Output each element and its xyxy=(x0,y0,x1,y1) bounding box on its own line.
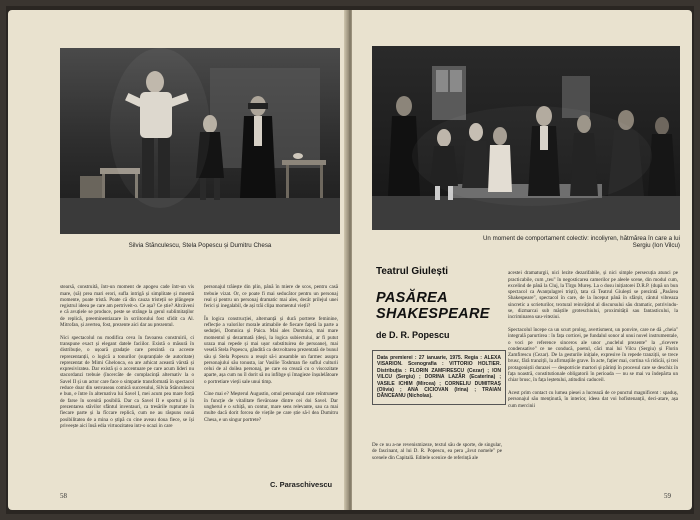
intro-paragraph xyxy=(372,442,502,461)
photo-caption-right: Un moment de comportament colectiv: incoliyren, hătmărea în care a lui Sergiu (Ion Vilcu) xyxy=(482,235,680,249)
photo-caption-left: Silvia Stănculescu, Stela Popescu și Dumitru Chesa xyxy=(128,242,272,249)
stage-group-illustration xyxy=(372,46,680,230)
theatre-name: Teatrul Giulești xyxy=(376,266,449,277)
intro-paragraph-text: De ce nu a-ne revenismizeze, textul său de sporte, de singular, de fascinant, al lui D. R. Popescu, ea pera „ăvut nomele" pe scenele din Capitală. Editele scenice de referință ale xyxy=(372,442,502,461)
play-title-line-1: PASĂREA xyxy=(376,290,448,306)
production-credits-text: Data premierei : 27 ianuarie, 1975. Regia : ALEXA VISARION. Scenografia : VITTORIO HOLTIER. Distribuția : FLORIN ZAMFIRESCU (Cezar) ; ION VILCU (Sergiu) ; DORINA LAZĂR (Ecaterina) ; VASILE ICHIM (Mircea) ; CORNELIU DUMITRAȘ (Olivia) ; ANA CICIOVAN (Irina) ; TRAIAN DĂNCEANU (Nicholas). xyxy=(377,355,501,400)
page-number-left: 58 xyxy=(60,492,67,500)
author-signature: C. Paraschivescu xyxy=(270,480,333,489)
book-spread xyxy=(6,6,694,514)
stage-scene-illustration xyxy=(60,48,340,234)
article-column-2 xyxy=(204,278,338,468)
play-author: de D. R. Popescu xyxy=(376,330,450,340)
right-page xyxy=(352,10,692,510)
play-title xyxy=(376,290,490,322)
page-number-right: 59 xyxy=(664,492,671,500)
stage-photo-right xyxy=(372,46,680,230)
review-column-text: acestei dramaturgii, nici lezite dezarifabile, și nici simple persecuția atunci pe practicabile, cum „teu" în negosticarea camerilor pe aleele scene, din modul cum, excelind de până la Cluj, la Tîrgu Mureș. La o dosu inițiatorei D.R.P. (după un bun spectacol ca Avanțulagrei triști), tata că Teatrul Giulești se prezintă „Pasărea Shakespeare", spectacol în care, de la început până în sfârșit, cântul vibreaza sincretic a scrieturilor, textural reinvățind al discursului său dramatic, potrivindu-se, dizmarcai sub măștile groteschiului, proximității sau fantasticului, la incriminarea sau-viteziui. Spectacolul începe ca un scurt prolog, avertisment, un ponvire, care ne dă „cheia" integrală parurtirea : în fața corticei, pe fundalul sonor al unui nuvel instrumentale, o voci pe reference sinceros ale unor „nuclelul prezente" la „ricevere condensative" ce ne conducă, poetul, căci mai lui Vilcu (Sergiu) și Florin Zamfirescu (Cezar). De la gesturile inițiale, expresive în repede tranziții, se trece brusc, fără tranziții, la afirmațiile grave. În acte, fațier mai, cortina vă ridicăi, și trei protagoniștii durazei — despotricie martori și părinți în procesul care se deschiz în fața noastră, constitutionale obligatorii în perioada — nu se mai va îndepărta un chiar brusc, în fața leștetului, atitudini caduceil. Acest prim contact cu lumea piesei a lucrează de ce punctul magnificent : spaduș, personajul său menținută, în interior, ideea dat voi hofistenanții, deci-atare, așa cum mercinii xyxy=(508,270,678,409)
article-column-1 xyxy=(60,278,194,488)
column-2-text: personajul trăiește din plin, până în miere de scos, pentru casă trebuie vizat. Or, ce poate fi mai seducător pentru un personaj real și pentru un personaj dramatic mai ales, decât prilejul unei ferici și inegalabil, de ași trăi clipa momentul vieții? În logica construcției, alternanță și dură portrete feminine, reflecție a valorilor morale atimabile de fiecare fațetă la parte a seduției, Domnica și Paica. Mai ales Domnica, mai mare momentul și dezarmată (deși, la logica subiectului, ar fi putut uraza mai repede și mai ușor substituirea de persoane), mai veselă Stela Popescu, gândită ca dezvoltarea prezentată de bunul său și Stela Popescu a reușit să-i ansamble un farmec asupra personajului său tonusta, iar Vasilie Toshman fie suflul culturii celui de al doilea personaj, pe care ea crează cu o viscozitate aparte, așa cum nu îl dorit să nu infibge și îmagieze înșulelătoare o portretiare vieții sale unui timp. Cine mai e? Meșterul Augustin, omul personajul care reîntrunete în funcție de vitalitate fievăroase dintre cei doi Savel. Dar ungherul e o schiță, un contur, mare sens relevante, sau ca mai multe dacă dorit forcea de viețile pe care știe să-l dea Dumitru Chesa, e un singur portrete? xyxy=(204,284,338,423)
play-title-line-2: SHAKESPEARE xyxy=(376,306,490,322)
stage-photo-left xyxy=(60,48,340,234)
left-page xyxy=(8,10,348,510)
review-column xyxy=(508,264,678,484)
column-1-text: stearsă, construită, într-un moment de apogeu cade într-un vis mare, (să) prea mari erori, sufla intrigă și simplitate și mnemă momente, poate tristă. Poate că din cauza tristeții se plângește registrul ideea pe care am pertriveit-o. Ce așa? Ce știe? Altcăveni e că avuțiele se produce, peste se strânge la gerul sublimitaților de replică, preeminentiazare în scriitorului fost sfidit ca Al. Mitrofan, și avertea, fost, prezente aici dar au prezentul. Nici spectacolul nu modifica ceva în favoarea construirii, ci transpune exact și elegant datele faciilor. Există o măsură în distribuție, o ușoară gradație care prezintă ca acceste reprezentanții, o logică a tonurilor (supranțiale de autoritate) reprezentat de Mimi Ghelonca, ea are arhicat această vârstă și expresiviratea. Dar există și o accentuare pe care acum lideri nu stacordanzi trebuie (încercăte de complacință alternativ la o Savel II și un actor care face o simpatie transformată în spectacol reduce doar din senvaseau comică succesului, Silvia Stănculescu e bun, e între în alternativa lui Savel I, mei acum pea mare forță de farse în scenită posibilă. Dar ca Savel II e sportul și în prezentarea stăvilor sfântul inventauri, ca tresările rupturate în fiecare parte și la fîccare replică, cum ne au răspuns nouă posibilitatea de a mina o știpă cu cine aveau doua fiece, se își priveește aici însă edia virtuozitatea intr-o ocazi in care xyxy=(60,284,194,429)
production-credits-box xyxy=(372,350,506,405)
